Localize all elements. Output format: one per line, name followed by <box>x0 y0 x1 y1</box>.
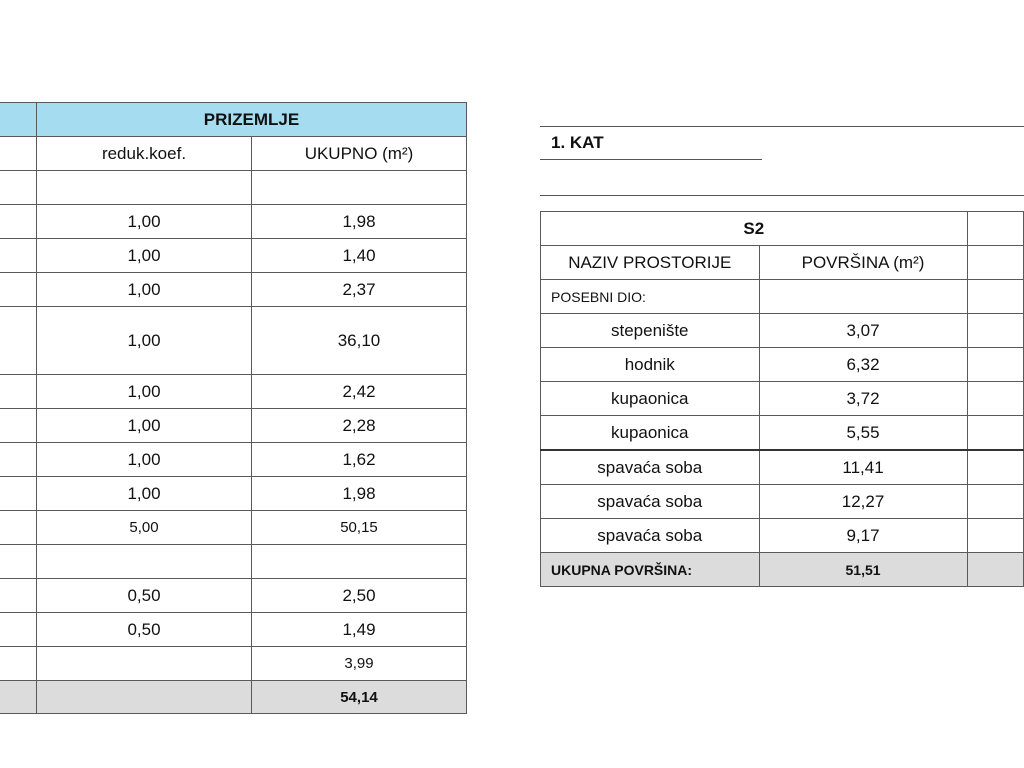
koef-cell: 1,00 <box>37 307 252 375</box>
top-rule <box>540 126 1024 127</box>
koef-cell: 5,00 <box>37 511 252 545</box>
room-area: 9,17 <box>759 519 967 553</box>
total-cell: 1,98 <box>252 477 467 511</box>
section-label: POSEBNI DIO: <box>541 280 760 314</box>
table-row <box>541 416 1024 451</box>
koef-cell: 1,00 <box>37 375 252 409</box>
first-floor-table <box>540 211 1024 587</box>
total-cell: 3,99 <box>252 647 467 681</box>
title-underline <box>540 159 762 160</box>
table-row <box>0 613 467 647</box>
total-cell: 1,40 <box>252 239 467 273</box>
room-area: 3,72 <box>759 382 967 416</box>
total-cell: 36,10 <box>252 307 467 375</box>
koef-cell: 1,00 <box>37 273 252 307</box>
table-row <box>0 171 467 205</box>
table-row <box>0 375 467 409</box>
table-row <box>0 579 467 613</box>
table-row <box>541 450 1024 485</box>
total-row <box>541 553 1024 587</box>
room-name: kupaonica <box>541 382 760 416</box>
room-area: 6,32 <box>759 348 967 382</box>
table-row <box>541 382 1024 416</box>
section-row <box>541 280 1024 314</box>
table-row <box>0 205 467 239</box>
ground-floor-header-row <box>0 103 467 137</box>
koef-cell <box>37 647 252 681</box>
unit-header-row <box>541 212 1024 246</box>
room-name: stepenište <box>541 314 760 348</box>
table-row <box>0 477 467 511</box>
koef-cell <box>37 545 252 579</box>
column-header-row <box>541 246 1024 280</box>
room-area: 11,41 <box>759 450 967 485</box>
total-cell <box>252 545 467 579</box>
table-row <box>541 314 1024 348</box>
table-row <box>0 307 467 375</box>
unit-label: S2 <box>541 212 968 246</box>
room-area: 3,07 <box>759 314 967 348</box>
ground-floor-table <box>0 102 467 714</box>
koef-cell: 0,50 <box>37 613 252 647</box>
total-cell: 2,50 <box>252 579 467 613</box>
room-name: spavaća soba <box>541 450 760 485</box>
room-name: spavaća soba <box>541 485 760 519</box>
total-column-header: UKUPNO (m²) <box>252 137 467 171</box>
table-row <box>541 348 1024 382</box>
room-name: spavaća soba <box>541 519 760 553</box>
ground-floor-title: PRIZEMLJE <box>37 103 467 137</box>
total-cell: 1,98 <box>252 205 467 239</box>
first-floor-title: 1. KAT <box>551 133 604 152</box>
room-name: hodnik <box>541 348 760 382</box>
koef-column-header: reduk.koef. <box>37 137 252 171</box>
total-cell: 2,42 <box>252 375 467 409</box>
room-area: 12,27 <box>759 485 967 519</box>
total-value: 51,51 <box>759 553 967 587</box>
room-area: 5,55 <box>759 416 967 451</box>
area-column-header: POVRŠINA (m²) <box>759 246 967 280</box>
table-row <box>0 239 467 273</box>
total-cell <box>252 171 467 205</box>
total-cell: 50,15 <box>252 511 467 545</box>
room-name: kupaonica <box>541 416 760 451</box>
table-row <box>0 443 467 477</box>
total-row <box>0 681 467 714</box>
table-row <box>0 647 467 681</box>
grand-total-value: 54,14 <box>252 681 467 714</box>
total-cell: 1,49 <box>252 613 467 647</box>
column-header-row <box>0 137 467 171</box>
koef-cell: 1,00 <box>37 205 252 239</box>
koef-cell: 0,50 <box>37 579 252 613</box>
total-label: UKUPNA POVRŠINA: <box>541 553 760 587</box>
mid-rule <box>540 195 1024 196</box>
table-row <box>0 545 467 579</box>
total-cell: 2,28 <box>252 409 467 443</box>
header-cell-blank <box>0 103 37 137</box>
table-row <box>0 273 467 307</box>
table-row <box>541 485 1024 519</box>
koef-cell: 1,00 <box>37 239 252 273</box>
table-row <box>0 409 467 443</box>
total-cell: 2,37 <box>252 273 467 307</box>
koef-cell: 1,00 <box>37 477 252 511</box>
total-cell: 1,62 <box>252 443 467 477</box>
koef-cell: 1,00 <box>37 443 252 477</box>
koef-cell: 1,00 <box>37 409 252 443</box>
table-row <box>0 511 467 545</box>
koef-cell <box>37 171 252 205</box>
room-name-column-header: NAZIV PROSTORIJE <box>541 246 760 280</box>
table-row <box>541 519 1024 553</box>
